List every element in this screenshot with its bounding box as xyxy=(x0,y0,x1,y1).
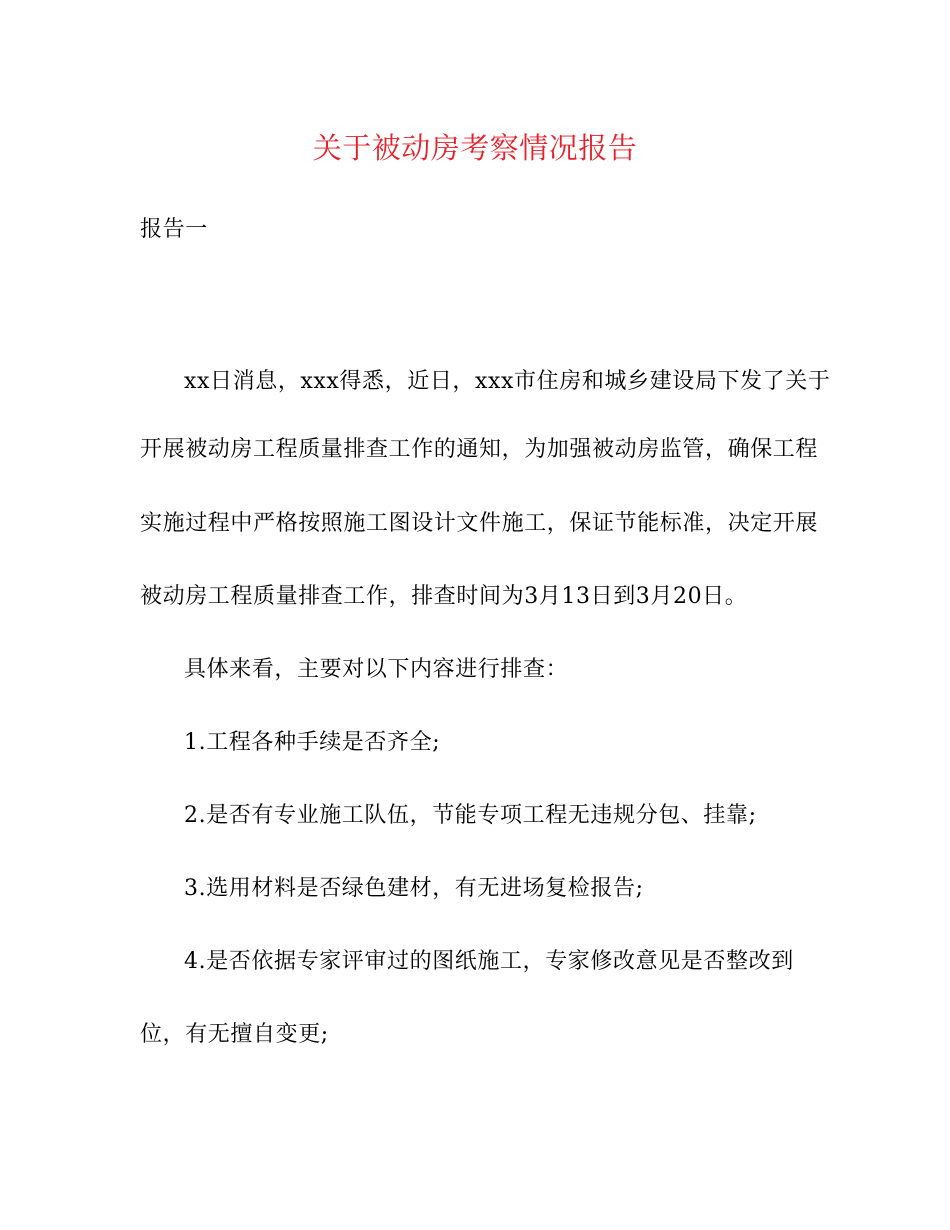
list-item: 1.工程各种手续是否齐全; xyxy=(184,730,441,755)
paragraph-intro: 具体来看，主要对以下内容进行排查： xyxy=(184,657,569,682)
section-heading: 报告一 xyxy=(140,217,208,242)
paragraph-line: xx日消息，xxx得悉，近日，xxx市住房和城乡建设局下发了关于 xyxy=(184,369,831,394)
list-item: 4.是否依据专家评审过的图纸施工，专家修改意见是否整改到 xyxy=(184,949,794,974)
list-item: 3.选用材料是否绿色建材，有无进场复检报告; xyxy=(184,876,644,901)
paragraph-line: 开展被动房工程质量排查工作的通知，为加强被动房监管，确保工程 xyxy=(140,437,819,462)
list-item: 2.是否有专业施工队伍，节能专项工程无违规分包、挂靠; xyxy=(184,803,757,828)
list-item-continuation: 位，有无擅自变更; xyxy=(140,1022,329,1047)
paragraph-line: 实施过程中严格按照施工图设计文件施工，保证节能标准，决定开展 xyxy=(140,511,819,536)
paragraph-line: 被动房工程质量排查工作，排查时间为3月13日到3月20日。 xyxy=(140,584,748,609)
document-title: 关于被动房考察情况报告 xyxy=(312,131,638,165)
